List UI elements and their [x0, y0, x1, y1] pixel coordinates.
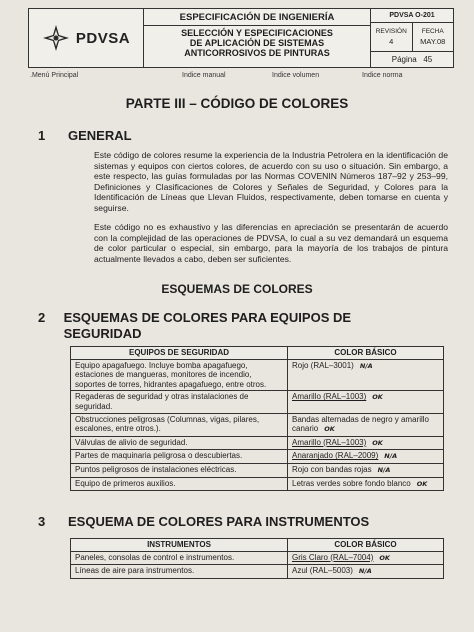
color-value: Letras verdes sobre fondo blanco — [292, 478, 411, 488]
color-cell — [288, 391, 444, 413]
section-1-paragraph-2: Este código no es exhaustivo y las diferencias en apreciación se presentarán de acuerdo con la complejidad de las operaciones de PDVSA, lo cual a su vez demandará un esquema de color particular o especial, sin embargo, para la mayoría de los trabajos de pintura actualmente llevados a cabo, deben ser suficientes. — [94, 222, 448, 264]
safety-equipment-table — [70, 346, 444, 491]
column-header: COLOR BÁSICO — [288, 347, 444, 360]
color-value: Azul (RAL–5003) — [292, 566, 353, 576]
handwritten-note: OK — [324, 425, 335, 434]
equipment-cell: Paneles, consolas de control e instrumentos. — [71, 551, 288, 565]
revision-box — [371, 23, 413, 51]
column-header: EQUIPOS DE SEGURIDAD — [71, 347, 288, 360]
section-3-heading — [38, 514, 369, 530]
date-value: MAY.08 — [420, 37, 446, 46]
doc-title-line: DE APLICACIÓN DE SISTEMAS — [189, 38, 325, 48]
column-header: INSTRUMENTOS — [71, 539, 288, 552]
revision-label: REVISIÓN — [375, 28, 407, 35]
nav-menu-principal[interactable]: .Menú Principal — [30, 72, 79, 79]
section-title: ESQUEMA DE COLORES PARA INSTRUMENTOS — [68, 514, 370, 529]
doc-title — [144, 26, 370, 67]
nav-indice-manual[interactable]: Indice manual — [182, 72, 226, 79]
handwritten-note: N/A — [358, 567, 372, 576]
color-value: Amarillo (RAL–1003) — [292, 392, 367, 402]
table-row — [71, 450, 444, 464]
table-row — [71, 463, 444, 477]
table-row — [71, 391, 444, 413]
handwritten-note: OK — [372, 393, 383, 402]
nav-indice-volumen[interactable]: Indice volumen — [272, 72, 320, 79]
pdvsa-logo — [29, 9, 144, 67]
nav-bar — [0, 72, 474, 84]
table-header-row — [71, 539, 444, 552]
color-value: Bandas alternadas de negro y amarillo canario — [292, 414, 429, 434]
handwritten-note: N/A — [384, 452, 398, 461]
color-value: Rojo con bandas rojas — [292, 464, 372, 474]
color-cell — [288, 359, 444, 391]
table-header-row — [71, 347, 444, 360]
handwritten-note: N/A — [377, 465, 391, 474]
table-row — [71, 413, 444, 436]
color-cell — [288, 551, 444, 565]
meta-cell — [371, 9, 453, 67]
doc-title-line: ANTICORROSIVOS DE PINTURAS — [184, 48, 330, 58]
date-label: FECHA — [421, 28, 444, 35]
part-title: PARTE III – CÓDIGO DE COLORES — [125, 96, 349, 111]
equipment-cell: Equipo apagafuego. Incluye bomba apagafuego, estaciones de mangueras, monitores de incendio, soportes de torres, hidrantes apagafuego, entre otros. — [71, 359, 288, 391]
equipment-cell: Equipo de primeros auxilios. — [71, 477, 288, 491]
color-cell — [288, 436, 444, 450]
color-value: Gris Claro (RAL–7004) — [292, 552, 374, 562]
handwritten-note: OK — [416, 479, 428, 488]
color-value: Amarillo (RAL–1003) — [292, 437, 367, 447]
table-row — [71, 551, 444, 565]
section-2-heading — [38, 310, 378, 342]
table-row — [71, 477, 444, 491]
color-cell — [288, 450, 444, 464]
column-header: COLOR BÁSICO — [288, 539, 444, 552]
section-number: 3 — [38, 514, 46, 529]
color-cell — [288, 477, 444, 491]
section-number: 2 — [38, 310, 46, 325]
color-cell — [288, 565, 444, 579]
handwritten-note: N/A — [359, 361, 373, 370]
nav-indice-norma[interactable]: Indice norma — [362, 72, 403, 79]
equipment-cell: Partes de maquinaria peligrosa o descubiertas. — [71, 450, 288, 464]
page-number — [371, 52, 453, 67]
table-row — [71, 436, 444, 450]
section-title: GENERAL — [68, 128, 132, 143]
pdvsa-star-icon — [42, 24, 70, 52]
equipment-cell: Válvulas de alivio de seguridad. — [71, 436, 288, 450]
section-title: ESQUEMAS DE COLORES PARA EQUIPOS DE SEGURIDAD — [63, 310, 352, 341]
color-value: Anaranjado (RAL–2009) — [292, 451, 379, 461]
instruments-table — [70, 538, 444, 579]
document-header — [28, 8, 454, 68]
section-1-heading — [38, 128, 132, 144]
color-cell — [288, 463, 444, 477]
date-box — [413, 23, 454, 51]
page-label: Página — [391, 55, 417, 64]
page-value: 45 — [423, 55, 433, 64]
handwritten-note: OK — [379, 553, 390, 562]
handwritten-note: OK — [372, 438, 383, 447]
equipment-cell: Obstrucciones peligrosas (Columnas, vigas, pilares, escalones, entre otros.). — [71, 413, 288, 436]
doc-code: PDVSA O-201 — [371, 9, 453, 23]
schemes-title: ESQUEMAS DE COLORES — [161, 282, 313, 296]
doc-type: ESPECIFICACIÓN DE INGENIERÍA — [144, 9, 370, 26]
section-1-paragraph-1: Este código de colores resume la experiencia de la Industria Petrolera en la identificación de sistemas y equipos con ciertos colores, de acuerdo con su uso o situación. Sin embargo, a este respecto, las guías formuladas por las Normas COVENIN Números 187–92 y 253–99, Definiciones y Clasificaciones de Colores y Señales de Seguridad, y Colores para la Identificación de Líneas que Llevan Fluidos, respectivamente, deben tomarse en cuenta y seguirse. — [94, 150, 448, 213]
table-row — [71, 359, 444, 391]
equipment-cell: Regaderas de seguridad y otras instalaciones de seguridad. — [71, 391, 288, 413]
revision-grid — [371, 23, 453, 52]
table-row — [71, 565, 444, 579]
section-number: 1 — [38, 128, 46, 143]
equipment-cell: Puntos peligrosos de instalaciones eléctricas. — [71, 463, 288, 477]
doc-title-line: SELECCIÓN Y ESPECIFICACIONES — [181, 28, 333, 38]
color-value: Rojo (RAL–3001) — [292, 360, 354, 370]
logo-text: PDVSA — [75, 29, 131, 47]
revision-value: 4 — [389, 37, 394, 46]
color-cell — [288, 413, 444, 436]
equipment-cell: Líneas de aire para instrumentos. — [71, 565, 288, 579]
title-cell — [144, 9, 371, 67]
